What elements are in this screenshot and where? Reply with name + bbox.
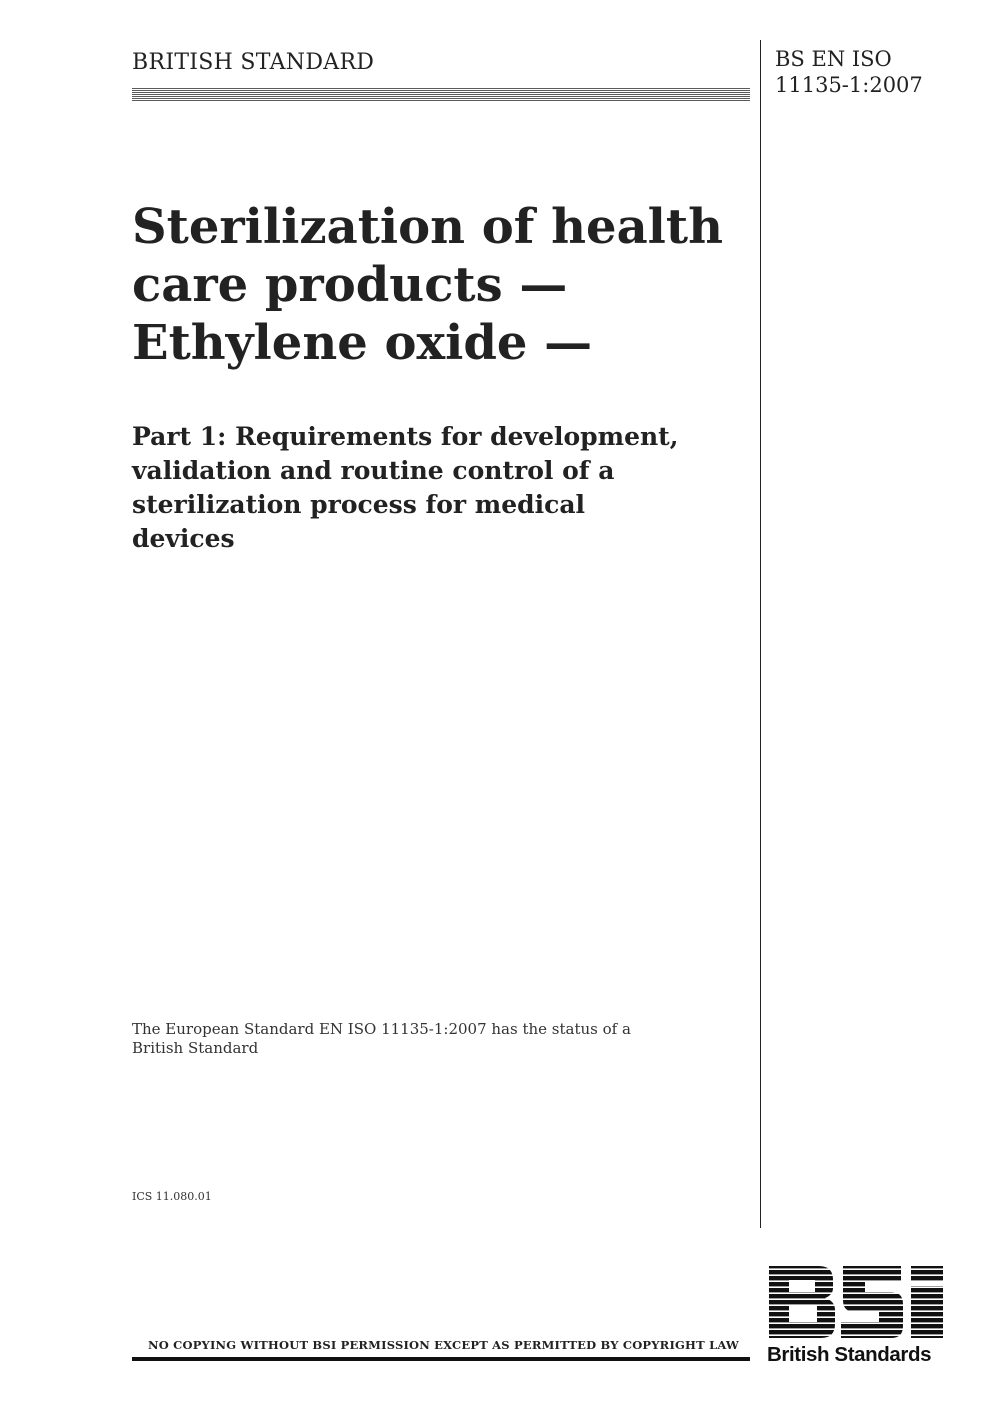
- standard-number-line2: 11135-1:2007: [775, 73, 923, 97]
- subtitle-line4: devices: [132, 524, 235, 553]
- footer-rule: [132, 1357, 750, 1361]
- title-line3: Ethylene oxide —: [132, 315, 593, 371]
- status-note-line1: The European Standard EN ISO 11135-1:2007 has the status of a: [132, 1020, 631, 1038]
- subtitle-line1: Part 1: Requirements for development,: [132, 422, 679, 451]
- document-subtitle: [132, 420, 752, 556]
- header-rule: [132, 88, 750, 102]
- ics-code: ICS 11.080.01: [132, 1190, 212, 1203]
- subtitle-line3: sterilization process for medical: [132, 490, 586, 519]
- subtitle-line2: validation and routine control of a: [132, 456, 615, 485]
- status-note: [132, 1020, 652, 1058]
- standard-number: [775, 46, 923, 98]
- copyright-notice: NO COPYING WITHOUT BSI PERMISSION EXCEPT AS PERMITTED BY COPYRIGHT LAW: [148, 1338, 740, 1352]
- standard-number-line1: BS EN ISO: [775, 47, 892, 71]
- title-line1: Sterilization of health: [132, 199, 723, 255]
- document-type-label: BRITISH STANDARD: [132, 50, 375, 75]
- bsi-logo-caption: British Standards: [767, 1343, 932, 1366]
- title-line2: care products —: [132, 257, 568, 313]
- vertical-divider: [760, 40, 761, 1228]
- status-note-line2: British Standard: [132, 1039, 259, 1057]
- document-title: [132, 198, 742, 372]
